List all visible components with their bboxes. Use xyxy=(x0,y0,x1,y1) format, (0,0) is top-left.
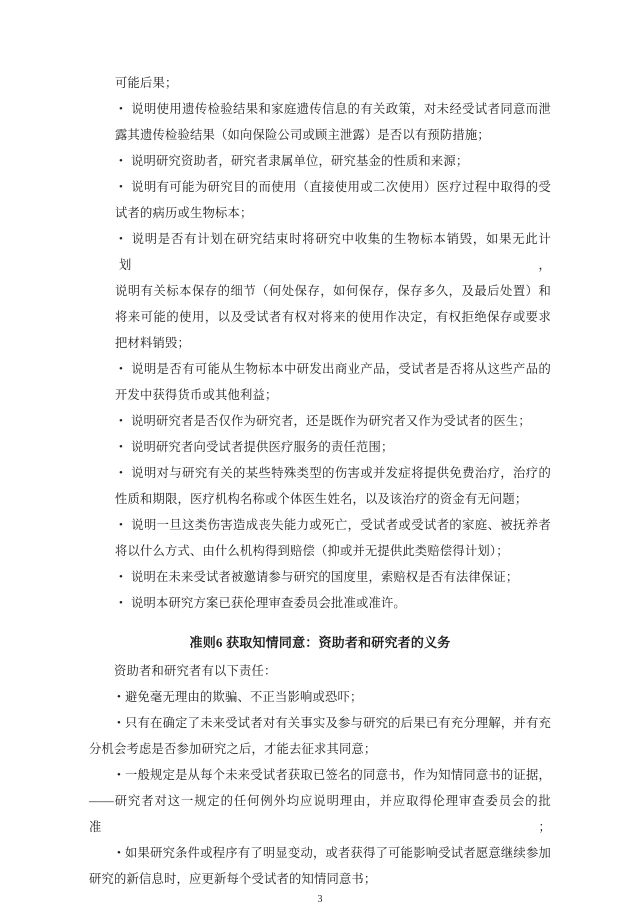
text-line xyxy=(89,590,551,616)
bullet-icon: • xyxy=(117,769,122,781)
text-line: 资助者和研究者有以下责任： xyxy=(114,664,277,678)
line-text: 说明研究者向受试者提供医疗服务的责任范围； xyxy=(131,440,394,454)
line-text: 只有在确定了未来受试者对有关事实及参与研究的后果已有充分理解，并有充 xyxy=(125,716,551,730)
text-line xyxy=(89,710,551,736)
bullet-icon: • xyxy=(119,467,124,479)
text-line: 性质和期限，医疗机构名称或个体医生姓名，以及该治疗的资金有无问题； xyxy=(115,492,528,506)
text-line xyxy=(89,148,551,174)
text-line xyxy=(89,564,551,590)
bullet-icon: • xyxy=(119,103,124,115)
text-line: 将以什么方式、由什么机构得到赔偿（抑或并无提供此类赔偿得计划）； xyxy=(115,544,509,558)
bullet-icon: • xyxy=(119,181,124,193)
text-line: 开发中获得货币或其他利益； xyxy=(115,388,278,402)
bullet-icon: • xyxy=(119,441,124,453)
text-line xyxy=(89,408,551,434)
line-text: 说明有可能为研究目的而使用（直接使用或二次使用）医疗过程中取得的受 xyxy=(131,180,551,194)
line-text: 说明是否有计划在研究结束时将研究中收集的生物标本销毁，如果无此计划， xyxy=(119,232,551,272)
text-line xyxy=(89,840,551,866)
line-text: 说明研究资助者，研究者隶属单位，研究基金的性质和来源； xyxy=(131,154,469,168)
text-line: 可能后果； xyxy=(115,76,178,90)
text-line xyxy=(89,434,551,460)
section-heading: 准则6 获取知情同意：资助者和研究者的义务 xyxy=(189,635,451,650)
text-line xyxy=(89,226,551,278)
text-line: 试者的病历或生物标本； xyxy=(115,206,253,220)
text-line xyxy=(89,174,551,200)
line-text: 说明本研究方案已获伦理审查委员会批准或准许。 xyxy=(131,596,406,610)
text-line: 将来可能的使用，以及受试者有权对将来的使用作决定，有权拒绝保存或要求 xyxy=(115,310,551,324)
bullet-icon: • xyxy=(117,847,122,859)
line-text: 一般规定是从每个未来受试者获取已签名的同意书，作为知情同意书的证据， xyxy=(125,768,551,782)
text-line xyxy=(89,684,551,710)
text-line xyxy=(89,356,551,382)
text-line: 研究的新信息时，应更新每个受试者的知情同意书； xyxy=(89,872,377,886)
bullet-icon: • xyxy=(119,155,124,167)
page-number: 3 xyxy=(317,894,323,905)
bullet-icon: • xyxy=(119,233,124,245)
bullet-icon: • xyxy=(117,717,122,729)
line-text: 说明在未来受试者被邀请参与研究的国度里，索赔权是否有法律保证； xyxy=(131,570,519,584)
text-lines xyxy=(89,70,551,905)
bullet-icon: • xyxy=(119,363,124,375)
text-line xyxy=(89,762,551,788)
text-line: 把材料销毁； xyxy=(115,336,190,350)
text-line: 说明有关标本保存的细节（何处保存，如何保存，保存多久，及最后处置）和 xyxy=(115,284,551,298)
bullet-icon: • xyxy=(117,691,122,703)
text-line xyxy=(89,512,551,538)
text-line: 分机会考虑是否参加研究之后，才能去征求其同意； xyxy=(89,742,377,756)
bullet-icon: • xyxy=(119,597,124,609)
line-text: 说明是否有可能从生物标本中研发出商业产品，受试者是否将从这些产品的 xyxy=(131,362,551,376)
line-text: 说明对与研究有关的某些特殊类型的伤害或并发症将提供免费治疗，治疗的 xyxy=(131,466,551,480)
line-text: 如果研究条件或程序有了明显变动，或者获得了可能影响受试者愿意继续参加 xyxy=(125,846,551,860)
text-line: ——研究者对这一规定的任何例外均应说明理由，并应取得伦理审查委员会的批准； xyxy=(89,794,551,834)
bullet-icon: • xyxy=(119,519,124,531)
text-line xyxy=(89,96,551,122)
bullet-icon: • xyxy=(119,415,124,427)
text-line xyxy=(89,460,551,486)
line-text: 避免毫无理由的欺骗、不正当影响或恐吓； xyxy=(125,690,363,704)
line-text: 说明使用遗传检验结果和家庭遗传信息的有关政策，对未经受试者同意而泄 xyxy=(131,102,551,116)
line-text: 说明研究者是否仅作为研究者，还是既作为研究者又作为受试者的医生； xyxy=(131,414,531,428)
bullet-icon: • xyxy=(119,571,124,583)
line-text: 说明一旦这类伤害造成丧失能力或死亡，受试者或受试者的家庭、被抚养者 xyxy=(131,518,551,532)
text-line: 露其遗传检验结果（如向保险公司或顾主泄露）是否以有预防措施； xyxy=(115,128,490,142)
